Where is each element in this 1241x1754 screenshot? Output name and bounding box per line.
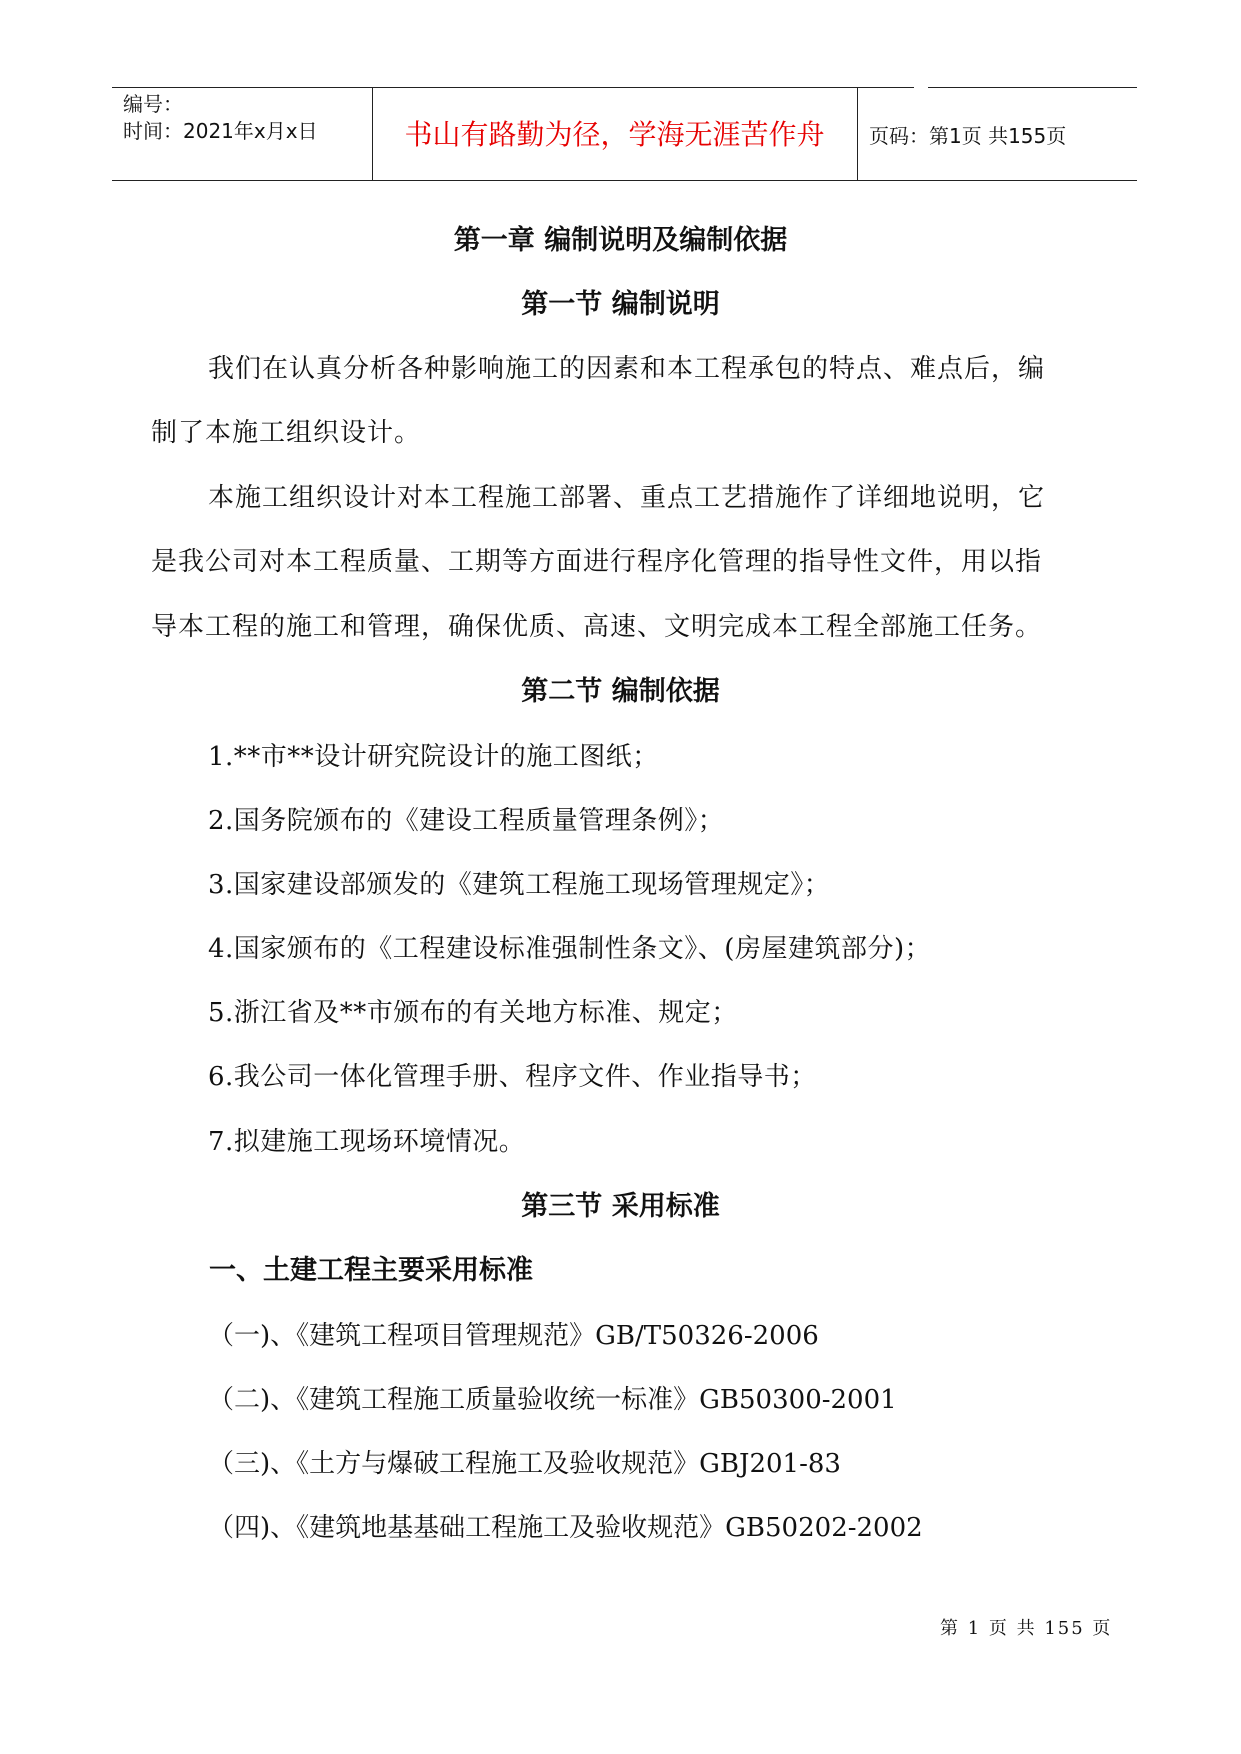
header-divider-right — [857, 87, 858, 180]
header-time-label: 时间：2021年x月x日 — [123, 119, 318, 143]
standard-item-2: （二)、《建筑工程施工质量验收统一标准》GB50300-2001 — [208, 1385, 897, 1415]
section1-line-2: 制了本施工组织设计。 — [151, 418, 422, 448]
basis-item-3: 3.国家建设部颁发的《建筑工程施工现场管理规定》； — [208, 870, 831, 900]
header-motto: 书山有路勤为径，学海无涯苦作舟 — [404, 118, 825, 151]
section2-title: 第二节 编制依据 — [521, 676, 720, 707]
section3-title: 第三节 采用标准 — [521, 1191, 720, 1222]
standard-item-4: （四)、《建筑地基基础工程施工及验收规范》GB50202-2002 — [208, 1513, 923, 1543]
section1-line-1: 我们在认真分析各种影响施工的因素和本工程承包的特点、难点后，编 — [208, 354, 1046, 384]
header-bottom-rule — [112, 180, 1137, 181]
section3-subheading: 一、土建工程主要采用标准 — [209, 1255, 533, 1286]
standard-item-3: （三)、《土方与爆破工程施工及验收规范》GBJ201-83 — [208, 1449, 841, 1479]
section1-line-4: 是我公司对本工程质量、工期等方面进行程序化管理的指导性文件，用以指 — [151, 547, 1043, 577]
section1-title: 第一节 编制说明 — [521, 289, 720, 320]
header-top-rule-left — [112, 87, 914, 88]
basis-item-2: 2.国务院颁布的《建设工程质量管理条例》； — [208, 806, 725, 836]
basis-item-6: 6.我公司一体化管理手册、程序文件、作业指导书； — [208, 1062, 817, 1092]
chapter-title: 第一章 编制说明及编制依据 — [453, 225, 788, 256]
standard-item-1: （一)、《建筑工程项目管理规范》GB/T50326-2006 — [208, 1321, 819, 1351]
section1-line-5: 导本工程的施工和管理，确保优质、高速、文明完成本工程全部施工任务。 — [151, 612, 1043, 642]
header-page-label: 页码：第1页 共155页 — [869, 124, 1067, 148]
header-code-label: 编号： — [123, 92, 183, 116]
basis-item-1: 1.**市**设计研究院设计的施工图纸； — [208, 742, 659, 772]
footer-page-number: 第 1 页 共 155 页 — [940, 1618, 1113, 1639]
section1-line-3: 本施工组织设计对本工程施工部署、重点工艺措施作了详细地说明，它 — [208, 483, 1046, 513]
basis-item-4: 4.国家颁布的《工程建设标准强制性条文》、(房屋建筑部分)； — [208, 934, 932, 964]
basis-item-7: 7.拟建施工现场环境情况。 — [208, 1127, 526, 1157]
header-top-rule-right — [928, 87, 1137, 88]
basis-item-5: 5.浙江省及**市颁布的有关地方标准、规定； — [208, 998, 738, 1028]
